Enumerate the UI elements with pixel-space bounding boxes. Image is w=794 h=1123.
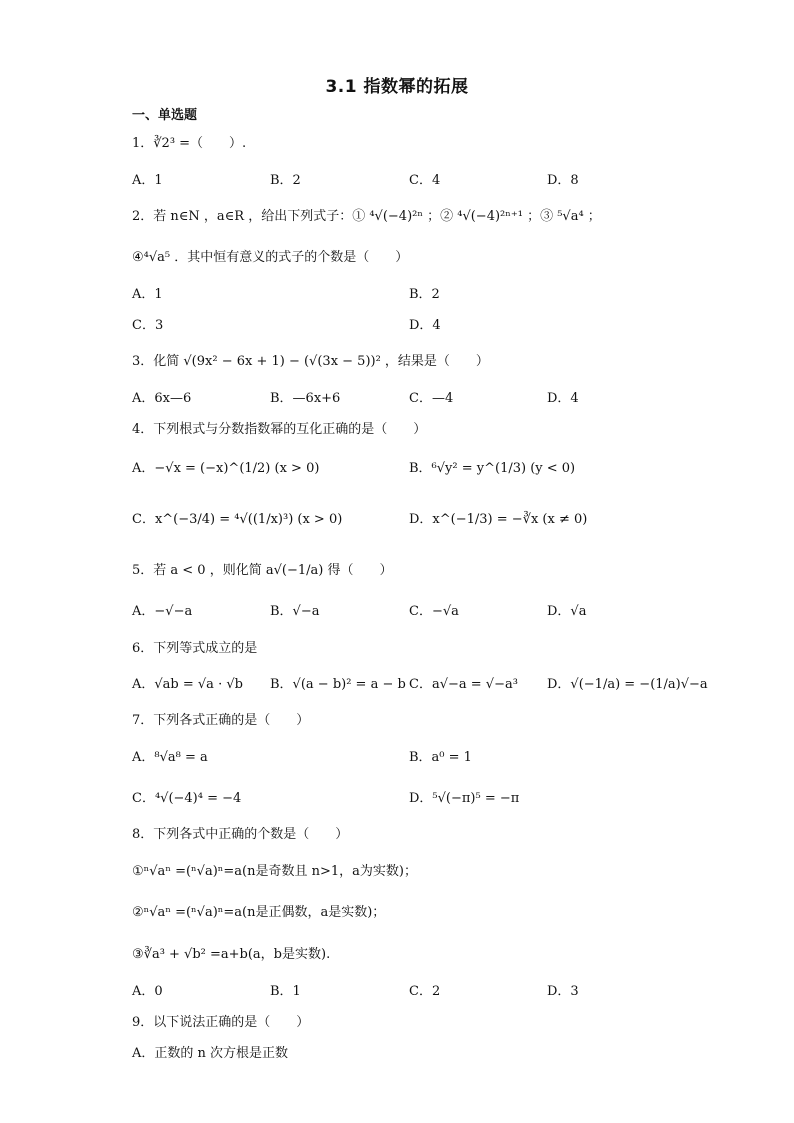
question-7-options-row-1	[132, 748, 732, 768]
option-c[interactable]: C．2	[409, 984, 441, 999]
question-8-options	[132, 982, 732, 1002]
option-d[interactable]: D．4	[547, 391, 579, 406]
question-8-stem: 8．下列各式中正确的个数是（ ）	[132, 827, 349, 842]
option-c[interactable]: C．4	[409, 173, 441, 188]
question-8-statement-1: ①ⁿ√aⁿ =(ⁿ√a)ⁿ=a(n是奇数且 n>1，a为实数)；	[132, 864, 417, 879]
option-d[interactable]: D．4	[409, 318, 441, 333]
option-a[interactable]: A．⁸√a⁸ = a	[132, 750, 208, 765]
option-d[interactable]: D．x^(−1/3) = −∛x (x ≠ 0)	[409, 512, 588, 527]
option-c[interactable]: C．—4	[409, 391, 454, 406]
option-b[interactable]: B．a⁰ = 1	[409, 750, 472, 765]
question-9-stem: 9．以下说法正确的是（ ）	[132, 1015, 310, 1030]
option-b[interactable]: B．1	[270, 984, 301, 999]
option-b[interactable]: B．2	[270, 173, 301, 188]
option-b[interactable]: B．2	[409, 287, 440, 302]
option-d[interactable]: D．8	[547, 173, 579, 188]
option-d[interactable]: D．3	[547, 984, 579, 999]
question-3-stem: 3．化简 √(9x² − 6x + 1) − (√(3x − 5))² ，结果是（ ）	[132, 354, 489, 369]
option-d[interactable]: D．√(−1/a) = −(1/a)√−a	[547, 677, 708, 692]
option-b[interactable]: B．—6x+6	[270, 391, 341, 406]
option-d[interactable]: D．√a	[547, 604, 587, 619]
option-a[interactable]: A．−√x = (−x)^(1/2) (x > 0)	[132, 461, 320, 476]
question-4-stem: 4．下列根式与分数指数幂的互化正确的是（ ）	[132, 422, 427, 437]
option-c[interactable]: C．3	[132, 318, 164, 333]
option-a[interactable]: A．6x—6	[132, 391, 192, 406]
question-4-options-row-1	[132, 459, 732, 479]
question-7-stem: 7．下列各式正确的是（ ）	[132, 713, 310, 728]
option-a[interactable]: A．正数的 n 次方根是正数	[132, 1046, 289, 1061]
option-a[interactable]: A．1	[132, 287, 163, 302]
question-2-options-row-1	[132, 285, 732, 305]
question-5-options	[132, 602, 732, 622]
option-b[interactable]: B．√(a − b)² = a − b	[270, 677, 406, 692]
question-7-options-row-2	[132, 789, 732, 809]
option-b[interactable]: B．√−a	[270, 604, 320, 619]
option-a[interactable]: A．0	[132, 984, 163, 999]
question-8-statement-3: ③∛a³ + √b² =a+b(a，b是实数).	[132, 947, 331, 962]
question-4-options-row-2	[132, 510, 732, 530]
question-2-options-row-2	[132, 316, 732, 336]
question-5-stem: 5．若 a < 0 ，则化简 a√(−1/a) 得（ ）	[132, 563, 393, 578]
option-c[interactable]: C．−√a	[409, 604, 459, 619]
option-b[interactable]: B．⁶√y² = y^(1/3) (y < 0)	[409, 461, 576, 476]
option-c[interactable]: C．a√−a = √−a³	[409, 677, 518, 692]
option-a[interactable]: A．1	[132, 173, 163, 188]
question-1-options	[132, 171, 732, 191]
question-6-stem: 6．下列等式成立的是	[132, 641, 258, 656]
question-3-options	[132, 389, 732, 409]
option-a[interactable]: A．−√−a	[132, 604, 193, 619]
option-a[interactable]: A．√ab = √a · √b	[132, 677, 243, 692]
question-6-options	[132, 675, 732, 695]
option-d[interactable]: D．⁵√(−π)⁵ = −π	[409, 791, 520, 806]
option-c[interactable]: C．x^(−3/4) = ⁴√((1/x)³) (x > 0)	[132, 512, 343, 527]
section-heading: 一、单选题	[132, 108, 198, 123]
question-2-stem: 2．若 n∈N ，a∈R ，给出下列式子：① ⁴√(−4)²ⁿ ；② ⁴√(−4)²ⁿ⁺¹ ；③ ⁵√a⁴ ；	[132, 209, 601, 224]
page-title: 3.1 指数幂的拓展	[325, 77, 469, 97]
option-c[interactable]: C．⁴√(−4)⁴ = −4	[132, 791, 242, 806]
question-8-statement-2: ②ⁿ√aⁿ =(ⁿ√a)ⁿ=a(n是正偶数，a是实数)；	[132, 905, 386, 920]
question-2-stem-continued: ④⁴√a⁵ ．其中恒有意义的式子的个数是（ ）	[132, 250, 409, 265]
question-1-stem: 1．∛2³ =（ ）.	[132, 136, 247, 151]
